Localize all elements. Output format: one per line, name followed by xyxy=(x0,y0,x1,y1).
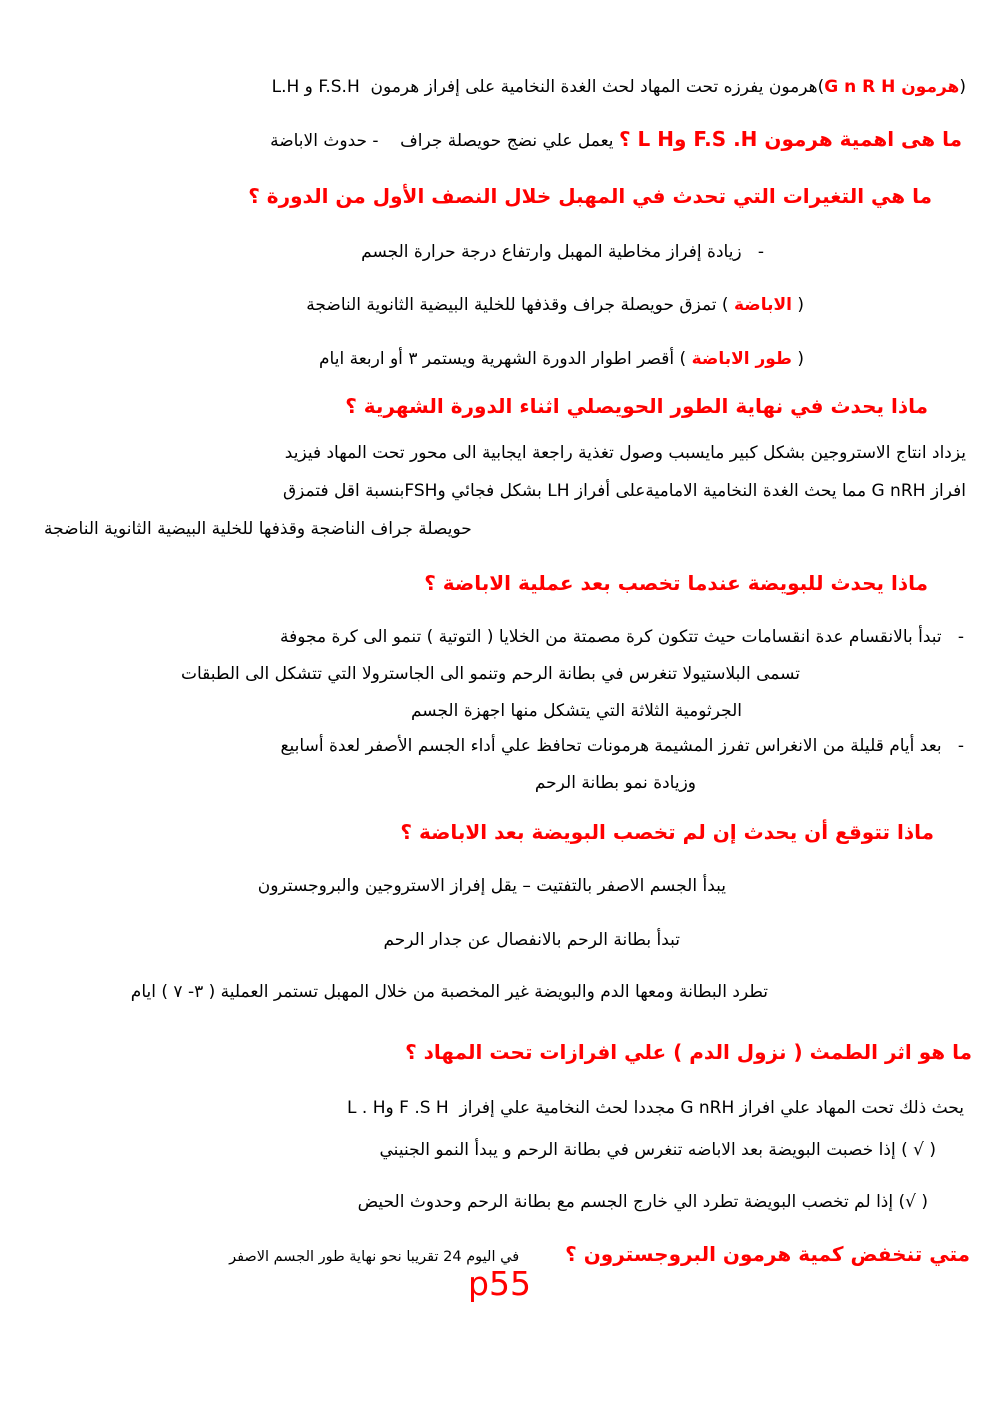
answer-text: الجرثومية الثلاثة التي يتشكل منها اجهزة الجسم xyxy=(410,701,742,721)
answer-text: افراز G nRH مما يحث الغدة النخامية الاماميةعلى أفراز LH بشكل فجائي وFSHبنسبة اقل فتمزق xyxy=(282,481,966,501)
question-text: ما هو اثر الطمث ( نزول الدم ) علي افرازات تحت المهاد ؟ xyxy=(405,1040,972,1064)
note-text: ( √ ) إذا خصبت البويضة بعد الاباضه تنغرس في بطانة الرحم و يبدأ النمو الجنيني xyxy=(379,1140,936,1160)
question-text: ما هى اهمية هرمون F.S .H وL H ؟ xyxy=(618,127,962,151)
answer-text: حويصلة جراف الناضجة وقذفها للخلية البيضية الثانوية الناضجة xyxy=(44,519,472,539)
question-text: ماذا يحدث للبويضة عندما تخصب بعد عملية الاباضة ؟ xyxy=(424,571,928,595)
answer-text: - زيادة إفراز مخاطية المهبل وارتفاع درجة حرارة الجسم xyxy=(361,242,764,262)
answer-placenta-line2 xyxy=(535,772,696,794)
question-menstruation-effect xyxy=(405,1039,972,1065)
question-progesterone-drop xyxy=(229,1241,970,1267)
answer-gnrh-restart xyxy=(347,1097,964,1119)
answer-follicular-line2 xyxy=(283,480,966,502)
answer-text: يحث ذلك تحت المهاد علي افراز G nRH مجددا لحث النخامية علي إفراز F .S H وL . H xyxy=(347,1098,964,1118)
text-segment: ) تمزق حويصلة جراف وقذفها للخلية البيضية الثانوية الناضجة xyxy=(306,295,734,315)
answer-text: في اليوم 24 تقريبا نحو نهاية طور الجسم الاصفر xyxy=(229,1249,520,1265)
answer-placenta-line1 xyxy=(281,735,965,757)
answer-mucus-increase xyxy=(361,241,764,263)
note-unfertilized-case xyxy=(358,1191,928,1213)
answer-cleavage-line1 xyxy=(280,626,964,648)
answer-follicular-line1 xyxy=(285,442,966,464)
text-segment: ) أقصر اطوار الدورة الشهرية ويستمر ٣ أو اربعة ايام xyxy=(319,349,692,369)
note-fertilized-case xyxy=(380,1139,936,1161)
answer-text: تبدأ بطانة الرحم بالانفصال عن جدار الرحم xyxy=(383,930,680,950)
answer-endometrium-separation xyxy=(383,929,680,951)
answer-text: تطرد البطانة ومعها الدم والبويضة غير المخصبة من خلال المهبل تستمر العملية ( ٣- ٧ ) ايام xyxy=(130,982,768,1002)
question-unfertilized-ovum xyxy=(400,819,934,845)
question-text: متي تنخفض كمية هرمون البروجسترون ؟ xyxy=(565,1242,970,1266)
intro-gnrh-line xyxy=(272,76,966,98)
answer-cleavage-line3 xyxy=(411,700,742,722)
definition-ovulation-phase xyxy=(319,348,804,370)
text-segment: )هرمون يفرزه تحت المهاد لحث الغدة النخامية على إفراز هرمون F.S.H و L.H xyxy=(271,77,825,97)
answer-cleavage-line2 xyxy=(181,663,800,685)
red-term-gnrh: هرمون G n R H xyxy=(824,77,960,97)
answer-text: وزيادة نمو بطانة الرحم xyxy=(534,773,696,793)
question-text: ما هي التغيرات التي تحدث في المهبل خلال النصف الأول من الدورة ؟ xyxy=(248,184,932,208)
text-segment: ( xyxy=(959,77,966,97)
definition-ovulation xyxy=(306,294,804,316)
question-text: ماذا تتوقع أن يحدث إن لم تخصب البويضة بعد الاباضة ؟ xyxy=(400,820,934,844)
question-fsh-lh-importance xyxy=(270,126,962,152)
answer-corpus-luteum xyxy=(258,875,726,897)
question-text: ماذا يحدث في نهاية الطور الحويصلي اثناء الدورة الشهرية ؟ xyxy=(345,394,928,418)
answer-text: - بعد أيام قليلة من الانغراس تفرز المشيمة هرمونات تحافظ علي أداء الجسم الأصفر لعدة أسابيع xyxy=(280,736,964,756)
red-term-ovulation-phase: طور الاباضة xyxy=(691,349,792,369)
answer-text: يبدأ الجسم الاصفر بالتفتيت – يقل إفراز الاستروجين والبروجسترون xyxy=(257,876,726,896)
note-text: ( √) إذا لم تخصب البويضة تطرد الي خارج الجسم مع بطانة الرحم وحدوث الحيض xyxy=(357,1192,928,1212)
answer-text: تسمى البلاستيولا تنغرس في بطانة الرحم وتنمو الى الجاسترولا التي تتشكل الى الطبقات xyxy=(181,664,800,684)
text-segment: ( xyxy=(791,349,804,369)
page-number: p55 xyxy=(468,1264,531,1303)
text-segment: ( xyxy=(791,295,804,315)
answer-follicular-line3 xyxy=(44,518,472,540)
question-follicular-phase-end xyxy=(345,393,928,419)
answer-text: - تبدأ بالانقسام عدة انقسامات حيث تتكون كرة مصمتة من الخلايا ( التوتية ) تنمو الى كرة مجوفة xyxy=(280,627,964,647)
answer-text: يعمل علي نضج حويصلة جراف - حدوث الاباضة xyxy=(270,131,619,151)
question-fertilized-ovum xyxy=(424,570,928,596)
question-vaginal-changes xyxy=(248,183,932,209)
answer-text: يزداد انتاج الاستروجين بشكل كبير مايسبب وصول تغذية راجعة ايجابية الى محور تحت المهاد فيزيد xyxy=(284,443,966,463)
red-term-ovulation: الاباضة xyxy=(733,295,792,315)
answer-menstrual-flow xyxy=(131,981,768,1003)
